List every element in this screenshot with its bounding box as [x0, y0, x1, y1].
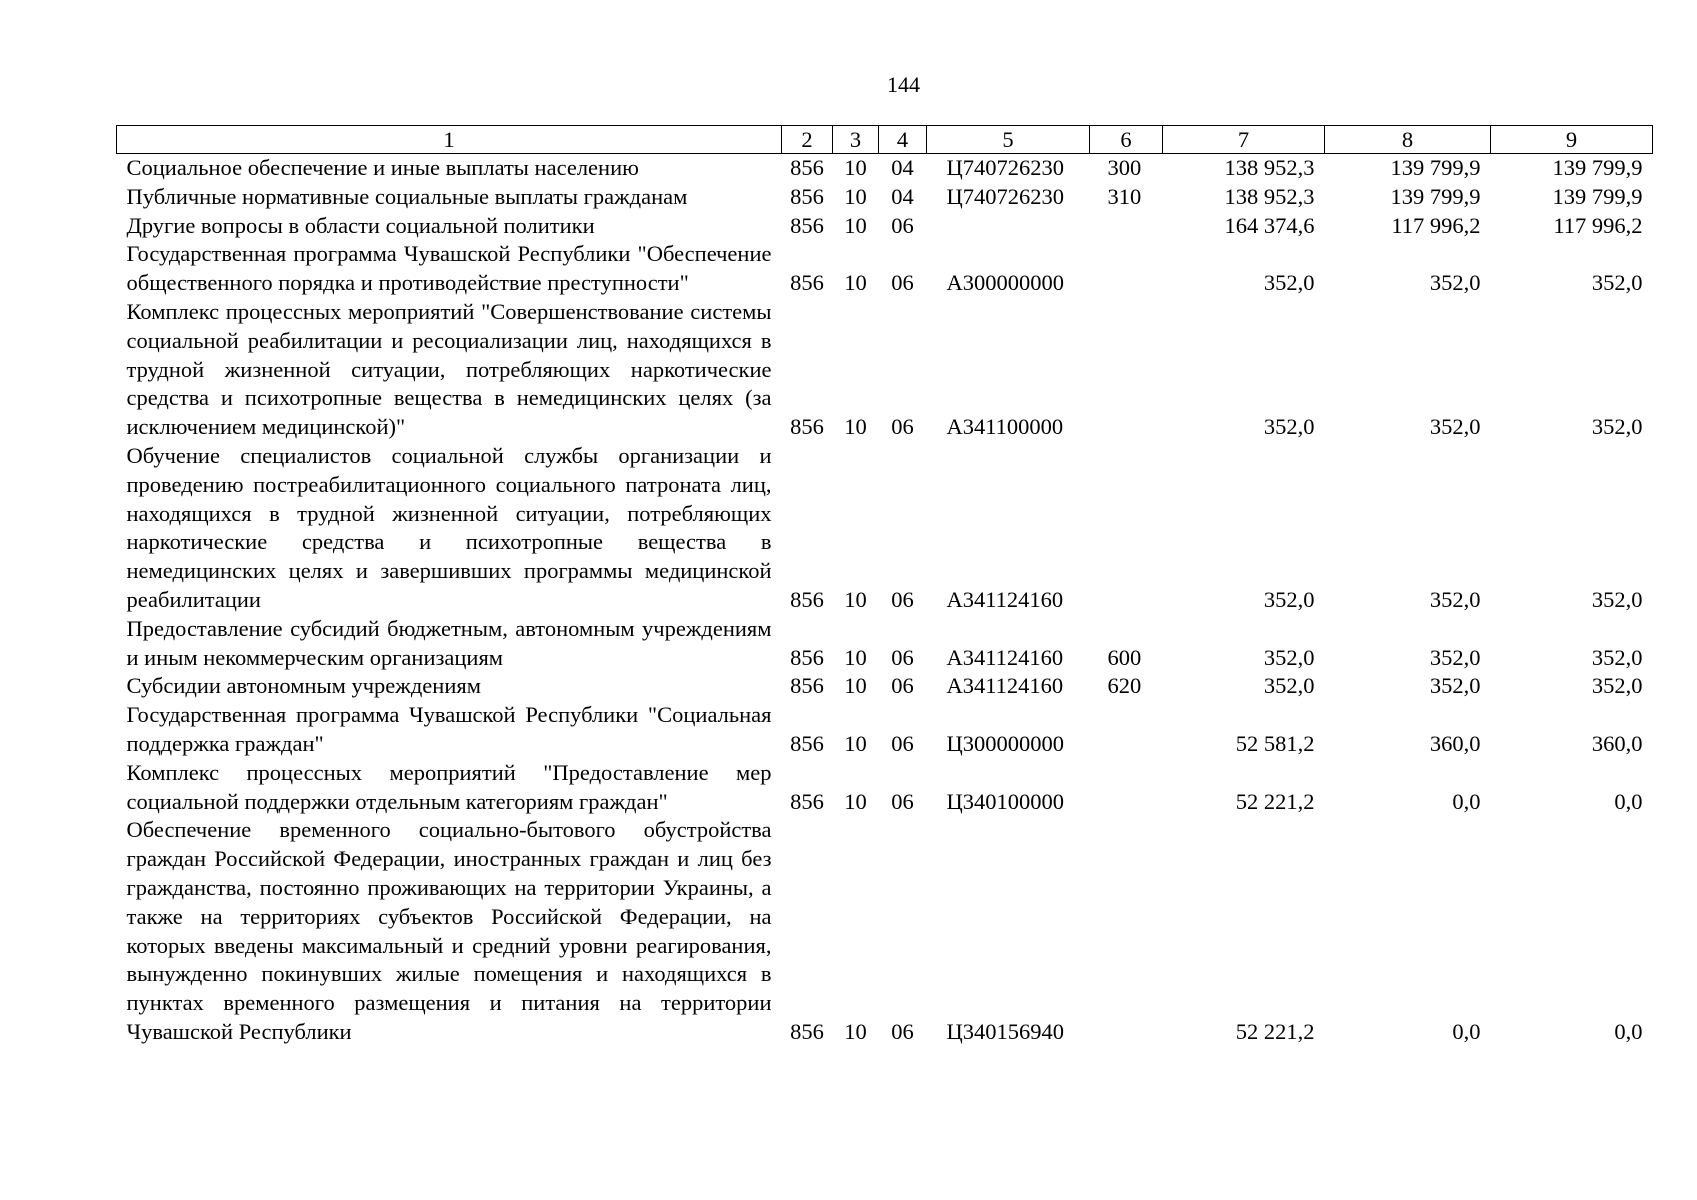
row-name: Другие вопросы в области социальной политики — [126, 212, 595, 238]
row-name: Комплекс процессных мероприятий "Совершенствование системы социальной реабилитации и ресоциализации лиц, находящихся в трудной жизненной ситуации, потребляющих наркотические средства и психотропные вещества в немедицинских целях (за исключением медицинской)" — [126, 298, 772, 440]
col-2-value: 856 — [790, 270, 824, 296]
col-5-value: А341124160 — [946, 586, 1064, 612]
col-3-value: 10 — [844, 414, 867, 440]
col-5-value: Ц300000000 — [946, 730, 1064, 756]
col-3-value: 10 — [844, 644, 867, 670]
col-2-value: 856 — [790, 788, 824, 814]
col-9-value: 352,0 — [1591, 673, 1643, 699]
col-2-value: 856 — [790, 183, 824, 209]
col-4-value: 06 — [891, 414, 914, 440]
table-row — [117, 615, 1653, 673]
col-8-value: 360,0 — [1429, 730, 1481, 756]
col-5-value: Ц340156940 — [946, 1018, 1064, 1044]
table-row — [117, 183, 1653, 212]
row-name: Социальное обеспечение и иные выплаты населению — [126, 155, 639, 180]
col-9-value: 360,0 — [1591, 730, 1643, 756]
col-8-value: 139 799,9 — [1390, 183, 1481, 209]
row-name: Предоставление субсидий бюджетным, автономным учреждениям и иным некоммерческим организациям — [126, 615, 772, 670]
col-5-value: Ц340100000 — [946, 788, 1064, 814]
col-6-value — [1090, 298, 1163, 442]
col-8-value: 352,0 — [1429, 644, 1481, 670]
col-3-value: 10 — [844, 212, 867, 238]
col-7-value: 52 581,2 — [1235, 730, 1315, 756]
col-2-value: 856 — [790, 155, 824, 180]
col-7-value: 352,0 — [1263, 673, 1315, 699]
row-name: Государственная программа Чувашской Республики "Социальная поддержка граждан" — [126, 702, 772, 756]
col-3-value: 10 — [844, 673, 867, 699]
column-header-5: 5 — [927, 126, 1090, 154]
col-3-value: 10 — [844, 730, 867, 756]
row-name: Субсидии автономным учреждениям — [126, 673, 481, 699]
col-7-value: 138 952,3 — [1224, 183, 1315, 209]
column-header-1: 1 — [117, 126, 782, 154]
col-6-value: 600 — [1107, 644, 1142, 670]
col-7-value: 352,0 — [1263, 586, 1315, 612]
col-2-value: 856 — [790, 644, 824, 670]
table-body — [117, 154, 1653, 1047]
column-header-3: 3 — [833, 126, 879, 154]
col-6-value — [1090, 212, 1163, 241]
column-header-8: 8 — [1325, 126, 1491, 154]
col-8-value: 352,0 — [1429, 414, 1481, 440]
row-name: Обучение специалистов социальной службы организации и проведению постреабилитационного социального патроната лиц, находящихся в трудной жизненной ситуации, потребляющих наркотические средства и психотропные вещества в немедицинских целях и завершивших программы медицинской реабилитации — [126, 442, 772, 612]
col-9-value: 352,0 — [1591, 644, 1643, 670]
col-8-value: 0,0 — [1452, 788, 1481, 814]
col-4-value: 06 — [891, 212, 914, 238]
col-9-value: 352,0 — [1591, 270, 1643, 296]
row-name: Обеспечение временного социально-бытового обустройства граждан Российской Федерации, иностранных граждан и лиц без гражданства, постоянно проживающих на территории Украины, а также на территориях субъектов Российской Федерации, на которых введены максимальный и средний уровни реагирования, вынужденно покинувших жилые помещения и находящихся в пунктах временного размещения и питания на территории Чувашской Республики — [126, 817, 772, 1044]
column-header-7: 7 — [1163, 126, 1325, 154]
col-3-value: 10 — [844, 788, 867, 814]
col-8-value: 117 996,2 — [1391, 212, 1481, 238]
col-7-value: 352,0 — [1263, 644, 1315, 670]
table-row — [117, 298, 1653, 442]
col-7-value: 352,0 — [1263, 414, 1315, 440]
col-6-value — [1090, 240, 1163, 298]
col-6-value: 620 — [1107, 673, 1142, 699]
col-3-value: 10 — [844, 586, 867, 612]
column-header-9: 9 — [1491, 126, 1653, 154]
table-row — [117, 759, 1653, 817]
row-name: Государственная программа Чувашской Республики "Обеспечение общественного порядка и противодействие преступности" — [126, 241, 772, 296]
col-6-value — [1090, 816, 1163, 1046]
col-9-value: 352,0 — [1591, 586, 1643, 612]
col-8-value: 352,0 — [1429, 673, 1481, 699]
column-header-6: 6 — [1090, 126, 1163, 154]
col-7-value: 52 221,2 — [1235, 788, 1315, 814]
col-9-value: 139 799,9 — [1552, 155, 1643, 180]
col-9-value: 0,0 — [1614, 1018, 1643, 1044]
col-2-value: 856 — [790, 414, 824, 440]
col-6-value: 300 — [1107, 155, 1142, 180]
col-5-value: А341124160 — [946, 673, 1064, 699]
column-header-2: 2 — [782, 126, 833, 154]
col-4-value: 06 — [891, 1018, 914, 1044]
col-4-value: 06 — [891, 730, 914, 756]
col-5-value: Ц740726230 — [946, 155, 1064, 180]
table-row — [117, 240, 1653, 298]
col-9-value: 117 996,2 — [1553, 212, 1643, 238]
col-4-value: 04 — [891, 155, 914, 180]
col-5-value: Ц740726230 — [946, 183, 1064, 209]
table-row — [117, 701, 1653, 759]
col-2-value: 856 — [790, 730, 824, 756]
col-6-value — [1090, 701, 1163, 759]
table-row — [117, 672, 1653, 701]
col-8-value: 352,0 — [1429, 586, 1481, 612]
row-name: Комплекс процессных мероприятий "Предоставление мер социальной поддержки отдельным категориям граждан" — [126, 759, 772, 814]
header-row — [117, 126, 1653, 154]
column-header-4: 4 — [879, 126, 927, 154]
col-5-value — [927, 212, 1090, 241]
col-4-value: 06 — [891, 644, 914, 670]
col-9-value: 139 799,9 — [1552, 183, 1643, 209]
col-3-value: 10 — [844, 183, 867, 209]
col-2-value: 856 — [790, 586, 824, 612]
col-8-value: 352,0 — [1429, 270, 1481, 296]
col-4-value: 06 — [891, 586, 914, 612]
table-row — [117, 816, 1653, 1046]
col-7-value: 138 952,3 — [1224, 155, 1315, 180]
budget-table — [116, 125, 1653, 1047]
col-2-value: 856 — [790, 212, 824, 238]
col-5-value: А341124160 — [946, 644, 1064, 670]
col-2-value: 856 — [790, 1018, 824, 1044]
col-4-value: 04 — [891, 183, 914, 209]
col-7-value: 352,0 — [1263, 270, 1315, 296]
col-6-value — [1090, 759, 1163, 817]
col-6-value: 310 — [1107, 183, 1142, 209]
table-row — [117, 442, 1653, 615]
col-5-value: А300000000 — [946, 270, 1064, 296]
col-4-value: 06 — [891, 673, 914, 699]
col-4-value: 06 — [891, 788, 914, 814]
col-4-value: 06 — [891, 270, 914, 296]
col-9-value: 0,0 — [1614, 788, 1643, 814]
col-8-value: 0,0 — [1452, 1018, 1481, 1044]
table-row — [117, 212, 1653, 241]
row-name: Публичные нормативные социальные выплаты гражданам — [126, 183, 688, 209]
col-5-value: А341100000 — [946, 414, 1064, 440]
col-7-value: 52 221,2 — [1235, 1018, 1315, 1044]
col-3-value: 10 — [844, 155, 867, 180]
col-2-value: 856 — [790, 673, 824, 699]
table-row — [117, 154, 1653, 183]
col-3-value: 10 — [844, 270, 867, 296]
col-9-value: 352,0 — [1591, 414, 1643, 440]
page-number: 144 — [887, 72, 920, 97]
col-7-value: 164 374,6 — [1224, 212, 1315, 238]
col-6-value — [1090, 442, 1163, 615]
col-3-value: 10 — [844, 1018, 867, 1044]
col-8-value: 139 799,9 — [1390, 155, 1481, 180]
